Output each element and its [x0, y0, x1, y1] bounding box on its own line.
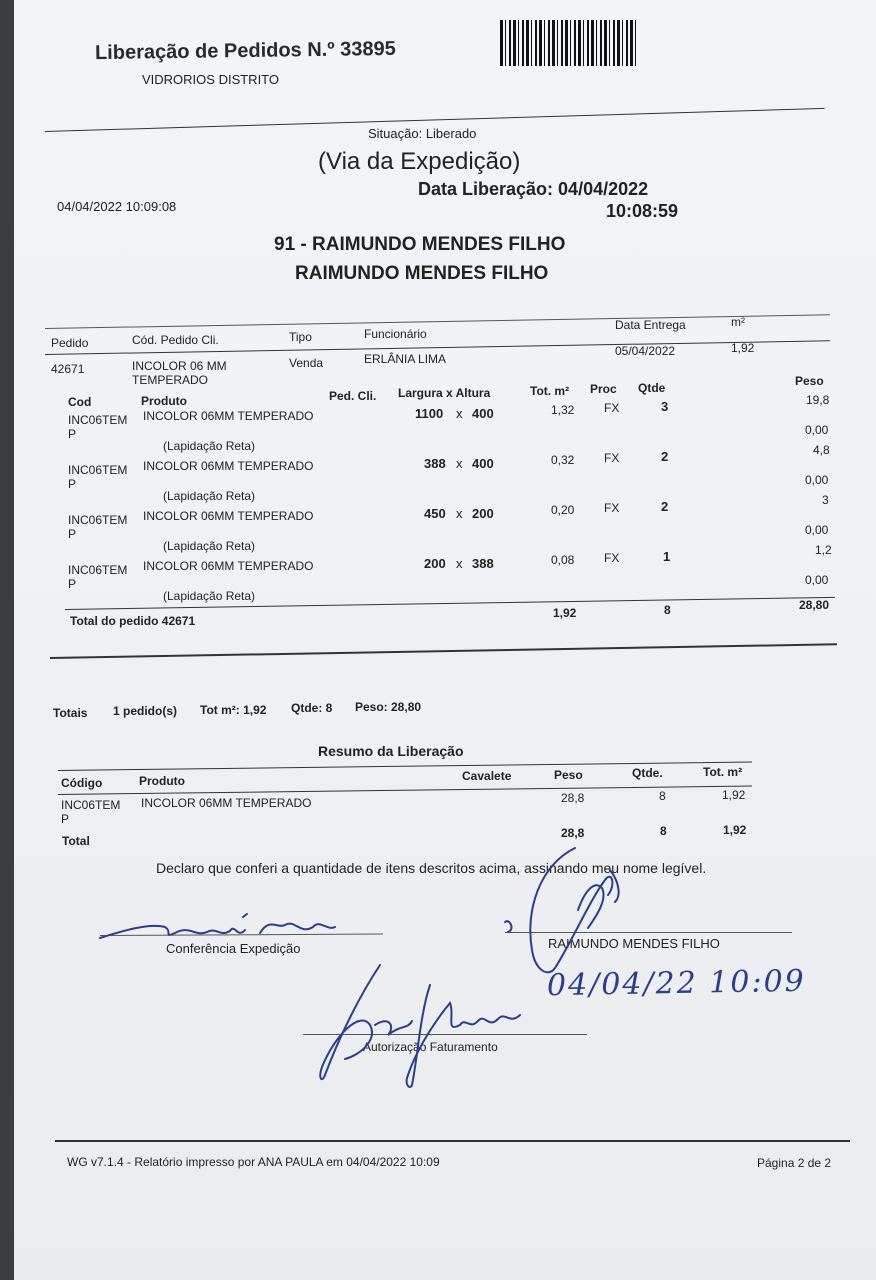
col-pedido: Pedido	[51, 336, 89, 350]
col-funcionario: Funcionário	[364, 327, 427, 341]
items-col-peso: Peso	[795, 374, 824, 388]
item-produto: INCOLOR 06MM TEMPERADO	[143, 459, 314, 473]
item-peso: 4,8	[813, 443, 830, 457]
resumo-col-qtde: Qtde.	[632, 766, 663, 780]
item-largura: 450	[424, 506, 446, 521]
item-largura: 200	[424, 556, 446, 571]
order-funcionario: ERLÂNIA LIMA	[364, 352, 447, 366]
order-total-m2: 1,92	[553, 606, 577, 620]
items-col-ped-cli: Ped. Cli.	[329, 389, 377, 403]
item-sub-peso: 0,00	[805, 523, 829, 537]
conferencia-signature	[95, 905, 345, 945]
item-altura: 400	[472, 406, 494, 421]
item-cod-suffix: P	[68, 577, 77, 591]
conferencia-label: Conferência Expedição	[166, 941, 301, 956]
item-x: x	[456, 406, 463, 421]
items-col-tot-m2: Tot. m²	[530, 384, 570, 398]
resumo-title: Resumo da Liberação	[318, 743, 464, 759]
item-cod-suffix: P	[68, 477, 77, 491]
resumo-total-label: Total	[62, 834, 90, 848]
order-total-qtde: 8	[664, 603, 671, 617]
resumo-col-cavalete: Cavalete	[462, 769, 512, 783]
item-produto: INCOLOR 06MM TEMPERADO	[143, 409, 314, 423]
order-total-label: Total do pedido 42671	[70, 614, 196, 628]
client-name-secondary: RAIMUNDO MENDES FILHO	[295, 263, 549, 284]
totais-m2: Tot m²: 1,92	[200, 703, 267, 717]
resumo-row-qtde: 8	[659, 789, 666, 803]
totais-peso: Peso: 28,80	[355, 700, 422, 714]
col-tipo: Tipo	[289, 330, 312, 344]
resumo-col-codigo: Código	[61, 776, 103, 790]
resumo-total-peso: 28,8	[561, 826, 585, 840]
resumo-row-tot-m2: 1,92	[722, 788, 746, 802]
order-total-peso: 28,80	[799, 598, 830, 612]
order-data-entrega: 05/04/2022	[615, 344, 676, 358]
item-cod: INC06TEM	[68, 513, 128, 527]
order-number: 42671	[51, 362, 85, 376]
item-produto: INCOLOR 06MM TEMPERADO	[143, 559, 314, 573]
item-peso: 19,8	[806, 393, 830, 407]
footer-rule	[55, 1140, 850, 1142]
item-peso: 3	[822, 493, 829, 507]
page-number: Página 2 de 2	[757, 1156, 832, 1170]
totais-qtde: Qtde: 8	[291, 701, 333, 715]
resumo-row-cod: INC06TEM	[61, 798, 121, 812]
barcode	[500, 20, 638, 66]
totais-label: Totais	[53, 706, 88, 720]
item-cod-suffix: P	[68, 527, 77, 541]
resumo-total-qtde: 8	[660, 824, 667, 838]
resumo-col-produto: Produto	[139, 774, 185, 788]
items-col-cod: Cod	[68, 395, 92, 409]
client-name: 91 - RAIMUNDO MENDES FILHO	[274, 234, 566, 255]
item-proc: FX	[604, 501, 620, 515]
resumo-row-peso: 28,8	[561, 791, 585, 805]
item-altura: 388	[472, 556, 494, 571]
item-sub-peso: 0,00	[805, 573, 829, 587]
item-produto: INCOLOR 06MM TEMPERADO	[143, 509, 314, 523]
order-cod-cli-2: TEMPERADO	[132, 373, 209, 387]
item-proc: FX	[604, 401, 620, 415]
item-largura: 388	[424, 456, 446, 471]
item-qtde: 2	[661, 499, 669, 514]
item-x: x	[456, 556, 463, 571]
order-cod-cli-1: INCOLOR 06 MM	[132, 359, 227, 373]
resumo-row-cod-suffix: P	[61, 812, 70, 826]
order-tipo: Venda	[289, 356, 324, 370]
document-title: Liberação de Pedidos N.º 33895	[94, 37, 396, 65]
totais-pedidos: 1 pedido(s)	[113, 704, 178, 718]
company-name: VIDRORIOS DISTRITO	[142, 72, 279, 87]
print-datetime: 04/04/2022 10:09:08	[57, 199, 177, 214]
item-altura: 200	[472, 506, 494, 521]
autorizacao-label: Autorização Faturamento	[363, 1040, 498, 1054]
items-col-largura-altura: Largura x Altura	[398, 386, 491, 400]
resumo-col-tot-m2: Tot. m²	[703, 765, 743, 779]
col-m2: m²	[731, 315, 745, 329]
resumo-total-tot-m2: 1,92	[723, 823, 747, 837]
status-text: Situação: Liberado	[368, 126, 477, 141]
via-label: (Via da Expedição)	[318, 148, 521, 175]
resumo-col-peso: Peso	[554, 768, 583, 782]
item-cod: INC06TEM	[68, 413, 128, 427]
item-x: x	[456, 506, 463, 521]
item-cod-suffix: P	[68, 427, 77, 441]
col-data-entrega: Data Entrega	[615, 318, 686, 332]
cliente-signature-label: RAIMUNDO MENDES FILHO	[548, 936, 720, 951]
item-altura: 400	[472, 456, 494, 471]
release-date: Data Liberação: 04/04/2022	[418, 179, 649, 199]
item-qtde: 3	[661, 399, 669, 414]
handwritten-date: 04/04/22 10:09	[546, 963, 807, 1004]
item-tot-m2: 1,32	[551, 403, 575, 417]
item-x: x	[456, 456, 463, 471]
items-col-proc: Proc	[590, 382, 617, 396]
declaration-text: Declaro que conferi a quantidade de itens descritos acima, assinando meu nome legível.	[156, 860, 707, 876]
release-time: 10:08:59	[606, 201, 679, 221]
item-sub: (Lapidação Reta)	[163, 589, 256, 603]
item-tot-m2: 0,20	[551, 503, 575, 517]
item-cod: INC06TEM	[68, 463, 128, 477]
item-tot-m2: 0,08	[551, 553, 575, 567]
col-cod-cli: Cód. Pedido Cli.	[132, 333, 219, 347]
item-sub: (Lapidação Reta)	[163, 539, 256, 553]
items-col-produto: Produto	[141, 394, 187, 408]
items-col-qtde: Qtde	[638, 381, 666, 395]
item-sub: (Lapidação Reta)	[163, 489, 256, 503]
item-sub: (Lapidação Reta)	[163, 439, 256, 453]
item-qtde: 2	[661, 449, 669, 464]
resumo-row-produto: INCOLOR 06MM TEMPERADO	[141, 796, 312, 810]
footer-report-info: WG v7.1.4 - Relatório impresso por ANA PAULA em 04/04/2022 10:09	[67, 1155, 440, 1169]
item-peso: 1,2	[815, 543, 832, 557]
autorizacao-signature	[300, 955, 540, 1095]
item-sub-peso: 0,00	[805, 423, 829, 437]
item-proc: FX	[604, 451, 620, 465]
item-tot-m2: 0,32	[551, 453, 575, 467]
item-cod: INC06TEM	[68, 563, 128, 577]
item-sub-peso: 0,00	[805, 473, 829, 487]
item-proc: FX	[604, 551, 620, 565]
item-qtde: 1	[663, 549, 671, 564]
item-largura: 1100	[415, 406, 444, 421]
order-m2: 1,92	[731, 341, 755, 355]
